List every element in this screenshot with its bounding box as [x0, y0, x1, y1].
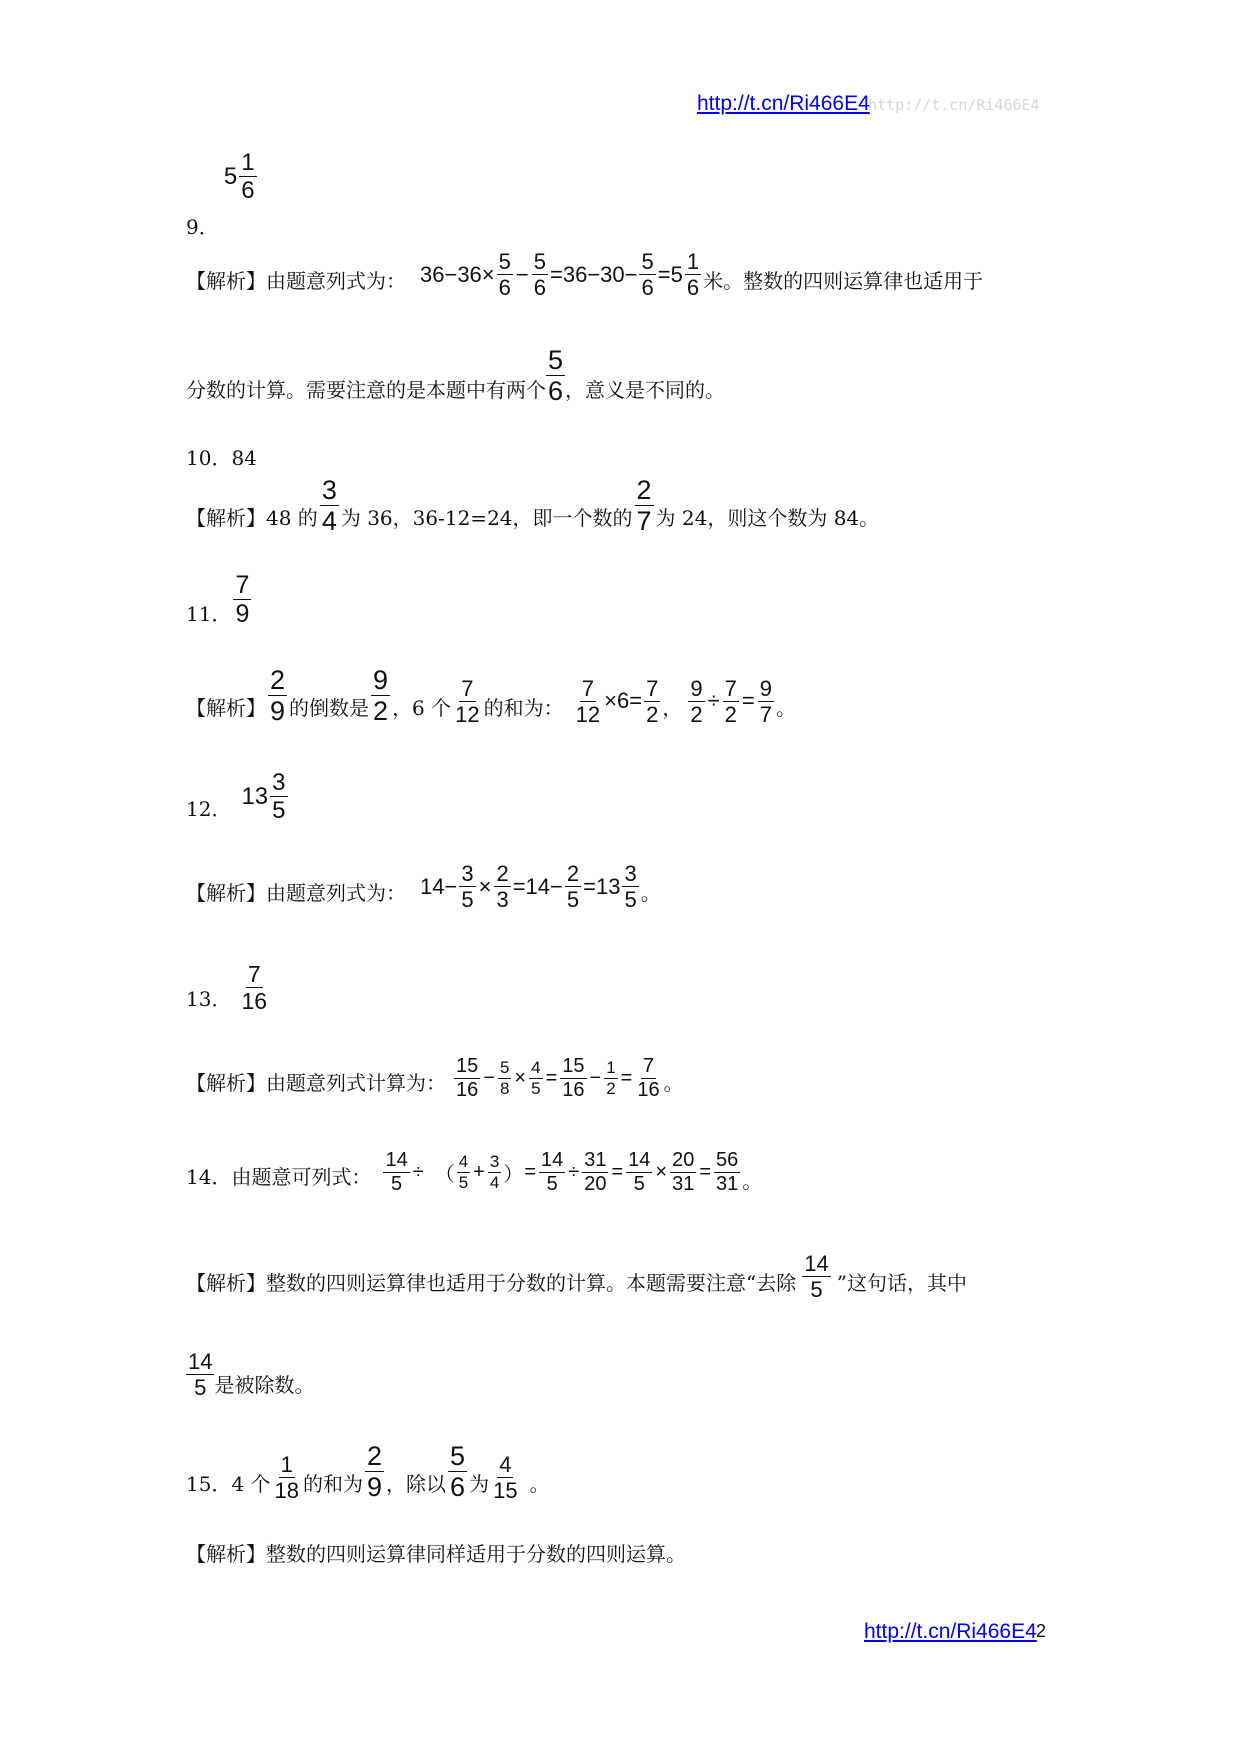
q11-eq-op: ÷	[707, 688, 720, 714]
q15-frac-denominator: 9	[367, 1472, 383, 1503]
q11-text: ，6 个	[392, 695, 452, 720]
q9-explanation	[186, 250, 983, 299]
header-watermark: http://t.cn/Ri466E4	[868, 96, 1040, 114]
q15-text: 的和为	[303, 1471, 364, 1496]
footer-link[interactable]: http://t.cn/Ri466E4	[864, 1620, 1037, 1643]
q14-exp-text: 【解析】整数的四则运算律也适用于分数的计算。本题需要注意“去除	[186, 1271, 797, 1296]
q14-explanation	[186, 1252, 967, 1301]
q10-text: 【解析】48 的	[186, 505, 318, 530]
q13-eq-denominator: 16	[637, 1079, 660, 1101]
q15-frac-denominator: 15	[493, 1477, 518, 1503]
q9-eq-denominator: 6	[533, 275, 546, 301]
q12-eq-part: =14−	[512, 873, 563, 899]
q13-answer-denominator: 16	[241, 988, 268, 1015]
q12-whole: 13	[241, 782, 269, 810]
q10-text: 为 36，36-12=24，即一个数的	[340, 505, 633, 530]
q12-eq-part: 14−	[420, 873, 458, 899]
q14-eq-numerator: 14	[628, 1149, 651, 1171]
q9-line2-numerator: 5	[548, 345, 564, 375]
q12-answer	[186, 770, 290, 823]
q13-explanation	[186, 1056, 684, 1101]
q14-eq-op: =	[524, 1161, 536, 1183]
q9-whole: 5	[223, 162, 238, 190]
q11-answer	[186, 572, 253, 628]
q14-eq-op: =	[611, 1161, 624, 1183]
q11-frac-numerator: 2	[270, 665, 286, 695]
q11-equation-2	[686, 677, 776, 726]
q12-eq-denominator: 5	[461, 887, 474, 913]
q14-exp-text: ”这句话，其中	[836, 1271, 967, 1296]
q14-exp-numerator: 14	[804, 1251, 829, 1276]
q14-eq-op: ×	[655, 1161, 668, 1183]
q9-eq-denominator: 6	[686, 275, 700, 301]
q13-eq-denominator: 2	[606, 1079, 616, 1098]
q12-answer-denominator: 5	[272, 797, 286, 825]
q13-number: 13．	[186, 987, 232, 1012]
q9-eq-numerator: 5	[498, 249, 511, 274]
q11-frac-numerator: 7	[461, 675, 474, 701]
q13-eq-denominator: 5	[531, 1079, 541, 1098]
q14-eq-bracket: （	[434, 1162, 455, 1186]
q14-eq-numerator: 3	[489, 1152, 500, 1172]
q11-eq-numerator: 7	[646, 675, 659, 701]
q14-eq-op: +	[473, 1161, 485, 1183]
q14-eq-numerator: 56	[716, 1149, 739, 1171]
q11-eq-denominator: 12	[575, 701, 601, 727]
q13-eq-numerator: 5	[499, 1058, 510, 1078]
q15-explanation: 【解析】整数的四则运算律同样适用于分数的四则运算。	[186, 1542, 686, 1566]
q14-eq-op: ÷	[568, 1161, 580, 1183]
q9-eq-denominator: 6	[498, 275, 511, 301]
q11-frac-denominator: 9	[270, 696, 286, 727]
q13-eq-numerator: 7	[642, 1055, 655, 1077]
q13-eq-numerator: 1	[606, 1058, 616, 1078]
q12-eq-numerator: 2	[496, 861, 509, 886]
q14-eq-numerator: 31	[584, 1149, 607, 1171]
q13-eq-denominator: 16	[562, 1079, 585, 1101]
q14-eq-numerator: 14	[541, 1149, 564, 1171]
q11-eq-numerator: 9	[690, 675, 703, 701]
q11-text: 的倒数是	[289, 695, 370, 720]
q9-eq-op: −	[515, 261, 529, 287]
q11-comma: ，	[662, 695, 683, 720]
page-number: 2	[1036, 1621, 1047, 1641]
header-link[interactable]: http://t.cn/Ri466E4	[697, 92, 870, 115]
q11-eq-numerator: 7	[724, 675, 737, 701]
q12-eq-numerator: 2	[566, 861, 580, 886]
q12-eq-denominator: 5	[566, 887, 580, 913]
q10-answer: 10．84	[186, 446, 257, 470]
q12-explanation	[186, 862, 661, 911]
q15-text: ，除以	[386, 1471, 447, 1496]
q13-eq-denominator: 8	[499, 1079, 510, 1098]
q11-number: 11．	[186, 601, 232, 626]
q14-eq-denominator: 5	[391, 1173, 403, 1195]
q13-eq-op: =	[545, 1067, 558, 1089]
q11-frac-denominator: 12	[455, 701, 480, 727]
q14-eq-denominator: 31	[716, 1173, 739, 1195]
q12-eq-numerator: 3	[461, 861, 474, 886]
q14-equation	[381, 1150, 742, 1195]
q12-eq-op: ×	[478, 873, 492, 899]
q14-exp-denominator: 5	[810, 1277, 823, 1303]
q14-end: 。	[742, 1169, 763, 1193]
q14-eq-op: ÷	[412, 1161, 424, 1183]
q15-text: 为	[469, 1471, 490, 1496]
q9-explanation-line2	[186, 346, 725, 406]
q15-frac-numerator: 5	[450, 1441, 466, 1471]
q9-answer-denominator: 6	[241, 177, 255, 205]
q15-frac-denominator: 18	[274, 1477, 300, 1503]
q13-equation	[452, 1056, 664, 1101]
q11-eq-op: =	[741, 688, 755, 714]
q10-frac-denominator: 7	[636, 506, 652, 537]
q14-eq-numerator: 4	[458, 1152, 469, 1172]
q14-eq-numerator: 14	[385, 1149, 408, 1171]
q13-eq-op: −	[589, 1067, 602, 1089]
q14-label: 14．由题意可列式：	[186, 1165, 372, 1189]
q9-number: 9．	[186, 214, 219, 239]
q9-eq-numerator: 5	[533, 249, 546, 274]
q9-after: 米。整数的四则运算律也适用于	[703, 269, 984, 294]
q10-explanation	[186, 476, 879, 536]
q12-end: 。	[640, 881, 661, 906]
q9-answer-numerator: 1	[241, 149, 255, 176]
q11-eq-denominator: 2	[690, 701, 703, 727]
q15-text: 。	[529, 1471, 550, 1496]
q13-eq-denominator: 16	[456, 1079, 479, 1101]
q12-eq-denominator: 3	[496, 887, 509, 913]
q13-eq-op: =	[620, 1067, 633, 1089]
q13-eq-numerator: 4	[531, 1058, 541, 1078]
q9-eq-denominator: 6	[641, 275, 654, 301]
q11-answer-numerator: 7	[235, 571, 250, 599]
q14-eq-denominator: 31	[672, 1173, 695, 1195]
q14-expression	[186, 1150, 762, 1195]
q11-eq-denominator: 2	[724, 701, 737, 727]
q15-frac-numerator: 4	[499, 1451, 512, 1477]
q14-eq-numerator: 20	[672, 1149, 695, 1171]
q9-equation	[420, 250, 703, 299]
q13-label: 【解析】由题意列式计算为：	[186, 1071, 446, 1095]
q11-explanation	[186, 666, 796, 726]
q14-eq-denominator: 5	[546, 1173, 558, 1195]
q14-eq-denominator: 4	[489, 1173, 500, 1192]
q13-answer	[186, 962, 271, 1013]
q11-label: 【解析】	[186, 695, 266, 720]
q11-frac-numerator: 9	[373, 665, 389, 695]
q11-eq-denominator: 2	[646, 701, 659, 727]
q9-answer	[186, 149, 259, 239]
q11-eq-denominator: 7	[759, 701, 772, 727]
q15-frac-numerator: 1	[280, 1451, 293, 1477]
q12-label: 【解析】由题意列式为：	[186, 881, 406, 906]
q11-eq-numerator: 9	[759, 675, 772, 701]
q11-answer-denominator: 9	[235, 600, 250, 629]
q15-text: 15．4 个	[186, 1471, 271, 1496]
q13-eq-numerator: 15	[562, 1055, 585, 1077]
q14-eq-bracket: ）	[503, 1162, 524, 1186]
q9-eq-numerator: 1	[686, 249, 700, 274]
q12-answer-numerator: 3	[272, 769, 286, 796]
q9-line2-text: ，意义是不同的。	[565, 377, 726, 402]
q11-eq-part: ×6=	[604, 688, 643, 714]
q13-eq-numerator: 15	[456, 1055, 479, 1077]
q12-eq-numerator: 3	[624, 861, 637, 886]
q11-frac-denominator: 2	[373, 696, 389, 727]
q14-line2-text: 是被除数。	[214, 1373, 315, 1398]
q14-line2-denominator: 5	[194, 1375, 207, 1401]
q15-answer	[186, 1442, 550, 1502]
q10-frac-numerator: 2	[636, 475, 652, 505]
q14-explanation-line2	[186, 1350, 314, 1399]
q13-answer-numerator: 7	[247, 961, 261, 987]
q12-number: 12．	[186, 797, 232, 822]
q12-equation	[420, 862, 641, 911]
q11-text: 的和为：	[483, 695, 564, 720]
q10-frac-numerator: 3	[321, 475, 337, 505]
q14-eq-denominator: 20	[584, 1173, 607, 1195]
q9-eq-part: =5	[657, 261, 683, 287]
q12-eq-part: =13	[583, 873, 621, 899]
q13-eq-op: ×	[514, 1067, 527, 1089]
q10-frac-denominator: 4	[321, 506, 337, 537]
q14-eq-denominator: 5	[458, 1173, 469, 1192]
q9-line2-text: 分数的计算。需要注意的是本题中有两个	[186, 377, 546, 402]
q9-eq-part: 36−36×	[420, 261, 495, 287]
q14-eq-denominator: 5	[633, 1173, 645, 1195]
q9-line2-denominator: 6	[548, 376, 564, 407]
q14-eq-op: =	[699, 1161, 712, 1183]
q15-frac-numerator: 2	[367, 1441, 383, 1471]
q15-frac-denominator: 6	[450, 1472, 466, 1503]
q14-line2-numerator: 14	[188, 1349, 213, 1374]
q13-end: 。	[663, 1071, 684, 1095]
q10-text: 为 24，则这个数为 84。	[655, 505, 880, 530]
q13-eq-op: −	[483, 1067, 495, 1089]
q11-equation-1	[572, 677, 663, 726]
q9-eq-part: =36−30−	[550, 261, 638, 287]
q12-eq-denominator: 5	[624, 887, 637, 913]
q11-end: 。	[776, 695, 796, 720]
q9-label: 【解析】由题意列式为：	[186, 269, 406, 294]
q11-eq-numerator: 7	[581, 675, 594, 701]
q9-eq-numerator: 5	[641, 249, 654, 274]
